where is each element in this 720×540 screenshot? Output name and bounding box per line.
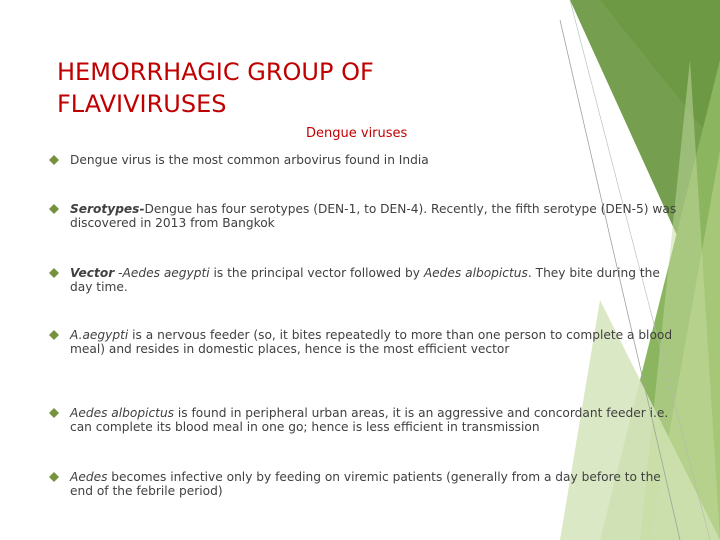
diamond-bullet-icon [49, 204, 59, 214]
bullet-text-segment: - [114, 266, 123, 280]
bullet-text-segment: Dengue virus is the most common arbovirus found in India [70, 153, 429, 167]
diamond-bullet-icon [49, 155, 59, 165]
bullet-item [70, 328, 680, 356]
diamond-bullet-icon [49, 472, 59, 482]
bullet-text-segment: Aedes albopictus [423, 266, 528, 280]
diamond-bullet-icon [49, 268, 59, 278]
bullet-text-segment: . They bite during the day time. [70, 266, 660, 294]
bullet-text-segment: Aedes [70, 470, 108, 484]
bullet-text-segment: Serotypes- [70, 202, 145, 216]
bullet-text-segment: is found in peripheral urban areas, it is an aggressive and concordant feeder i.e. can complete its blood meal in one go; hence is less efficient in transmission [70, 406, 669, 434]
bullet-text-segment: is the principal vector followed by [209, 266, 424, 280]
bullet-text-segment: Vector [70, 266, 115, 280]
bullet-text-segment: is a nervous feeder (so, it bites repeatedly to more than one person to complete a blood meal) and resides in domestic places, hence is the most efficient vector [70, 328, 673, 356]
bullet-item [70, 406, 680, 434]
bullet-item [70, 266, 680, 294]
diamond-bullet-icon [49, 330, 59, 340]
bullet-text-segment: Aedes albopictus [70, 406, 175, 420]
slide-title: HEMORRHAGIC GROUP OF FLAVIVIRUSES [57, 58, 374, 118]
bullet-text-segment: A.aegypti [70, 328, 129, 342]
bullet-text-segment: Dengue has four serotypes (DEN-1, to DEN-4). Recently, the fifth serotype (DEN-5) was discovered in 2013 from Bangkok [70, 202, 677, 230]
bullet-text-segment: becomes infective only by feeding on viremic patients (generally from a day before to the end of the febrile period) [70, 470, 661, 498]
bullet-item [70, 153, 680, 167]
slide-subtitle: Dengue viruses [306, 126, 408, 141]
bullet-item [70, 470, 680, 498]
diamond-bullet-icon [49, 408, 59, 418]
bullet-text-segment: Aedes aegypti [122, 266, 210, 280]
bullet-item [70, 202, 680, 230]
